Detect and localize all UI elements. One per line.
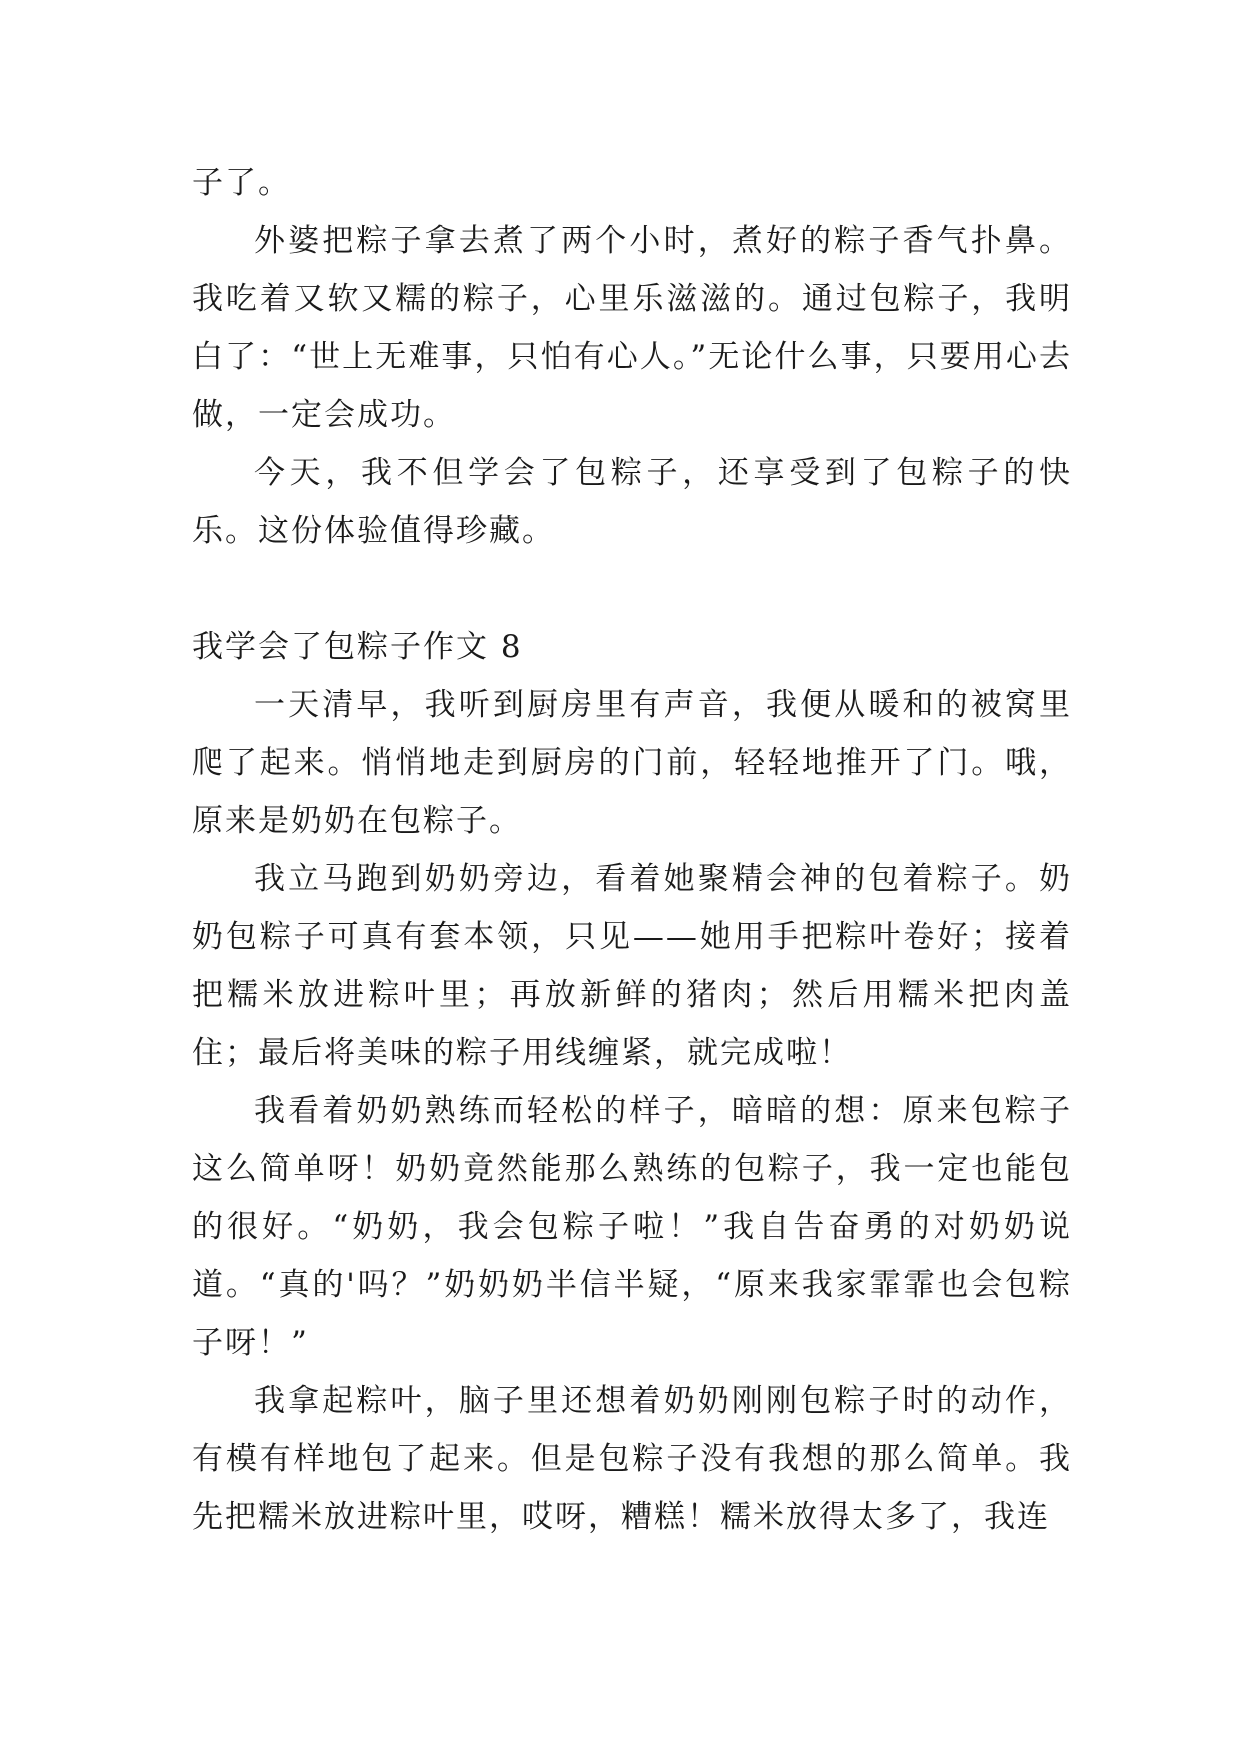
essay-heading: 我学会了包粽子作文 8	[192, 629, 523, 665]
paragraph: 我拿起粽叶，脑子里还想着奶奶刚刚包粽子时的动作，有模有样地包了起来。但是包粽子没有我想的那么简单。我先把糯米放进粽叶里，哎呀，糟糕！糯米放得太多了，我连	[192, 1383, 1072, 1535]
paragraph: 一天清早，我听到厨房里有声音，我便从暖和的被窝里爬了起来。悄悄地走到厨房的门前，轻轻地推开了门。哦，原来是奶奶在包粽子。	[192, 687, 1072, 839]
paragraph: 外婆把粽子拿去煮了两个小时，煮好的粽子香气扑鼻。我吃着又软又糯的粽子，心里乐滋滋的。通过包粽子，我明白了：“世上无难事，只怕有心人。”无论什么事，只要用心去做，一定会成功。	[192, 223, 1072, 433]
paragraph: 今天，我不但学会了包粽子，还享受到了包粽子的快乐。这份体验值得珍藏。	[192, 455, 1072, 549]
document-body	[192, 154, 1072, 1546]
paragraph: 我立马跑到奶奶旁边，看着她聚精会神的包着粽子。奶奶包粽子可真有套本领，只见——她用手把粽叶卷好；接着把糯米放进粽叶里；再放新鲜的猪肉；然后用糯米把肉盖住；最后将美味的粽子用线缠紧，就完成啦！	[192, 861, 1072, 1071]
paragraph-continued: 子了。	[192, 165, 291, 201]
paragraph: 我看着奶奶熟练而轻松的样子，暗暗的想：原来包粽子这么简单呀！奶奶竟然能那么熟练的包粽子，我一定也能包的很好。“奶奶，我会包粽子啦！”我自告奋勇的对奶奶说道。“真的'吗？”奶奶奶半信半疑，“原来我家霏霏也会包粽子呀！”	[192, 1093, 1072, 1361]
